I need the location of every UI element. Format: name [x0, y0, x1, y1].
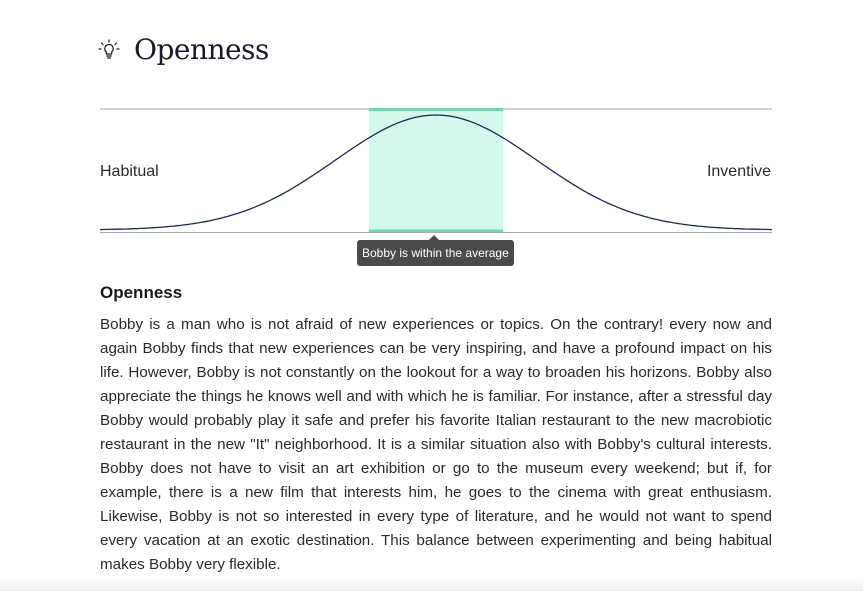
trait-distribution-chart	[100, 108, 772, 234]
tooltip-arrow	[429, 235, 439, 240]
trait-description: Bobby is a man who is not afraid of new experiences or topics. On the contrary! every now and again Bobby finds that new experiences can be very inspiring, and have a profound impact on his life. However, Bobby is not constantly on the lookout for a way to broaden his horizons. Bobby also appreciate the things he knows well and with which he is familiar. For instance, after a stressful day Bobby would probably play it safe and prefer his favorite Italian restaurant to the new macrobiotic restaurant in the new "It" neighborhood. It is a similar situation also with Bobby's cultural interests. Bobby does not have to visit an art exhibition or go to the museum every weekend; but if, for example, there is a new film that interests him, he goes to the cinema with great enthusiasm. Likewise, Bobby is not so interested in every type of literature, and he would not want to spend every vacation at an exotic destination. This balance between experimenting and being habitual makes Bobby very flexible.	[100, 316, 772, 573]
scale-left-label: Habitual	[100, 163, 159, 180]
average-tooltip	[357, 240, 514, 266]
tooltip-text: Bobby is within the average	[362, 246, 509, 260]
scale-right-label: Inventive	[706, 163, 771, 180]
page-title: Openness	[134, 33, 269, 66]
bottom-fade	[0, 577, 863, 591]
section-title: Openness	[100, 283, 183, 302]
trait-header	[98, 28, 269, 72]
lightbulb-icon	[98, 39, 120, 61]
